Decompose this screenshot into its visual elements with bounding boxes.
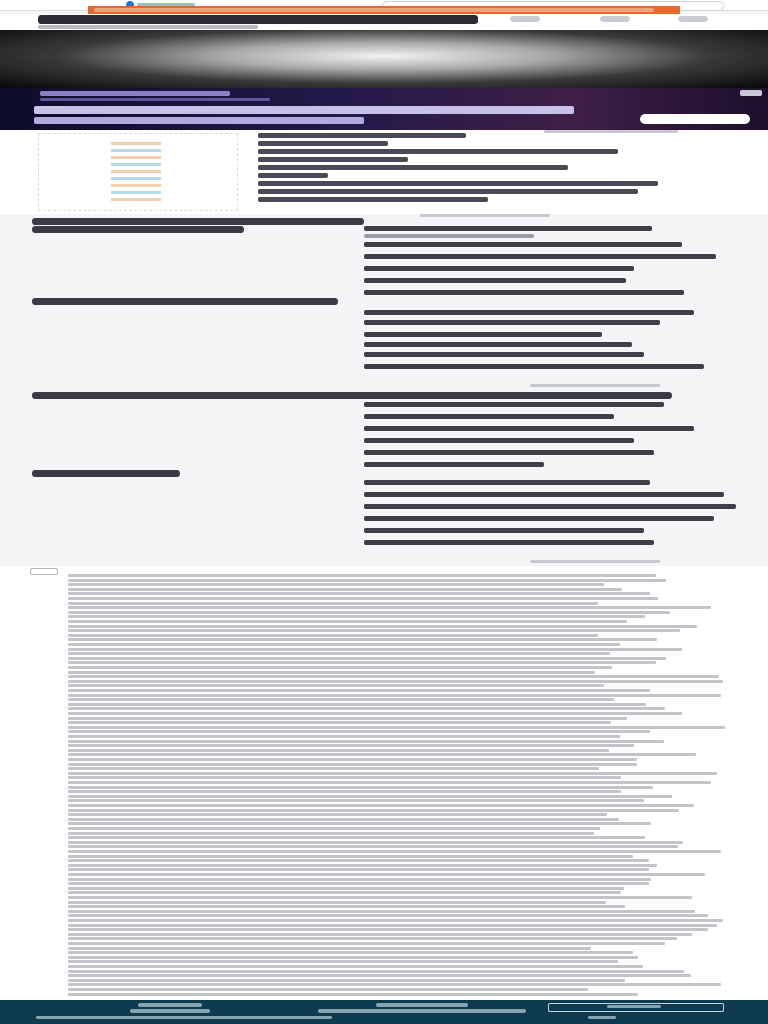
transcript-line xyxy=(68,726,725,729)
featured-item[interactable] xyxy=(364,528,644,533)
similar-item[interactable] xyxy=(364,438,634,443)
transcript-line xyxy=(68,910,695,913)
page-title xyxy=(38,15,478,24)
transcript-line xyxy=(68,882,649,885)
description-line xyxy=(258,141,388,146)
similar-item[interactable] xyxy=(364,450,654,455)
transcript-line xyxy=(68,753,696,756)
advertisement-label xyxy=(544,130,678,133)
section-heading-featured xyxy=(32,470,180,477)
transcript-line xyxy=(68,730,650,733)
featured-item[interactable] xyxy=(364,540,654,545)
description-line xyxy=(258,149,618,154)
transcript-line xyxy=(68,583,604,586)
ad-main-text-2 xyxy=(34,117,364,124)
transcript-line xyxy=(68,712,682,715)
transcript-line xyxy=(68,661,656,664)
description-line xyxy=(258,197,488,202)
featured-item[interactable] xyxy=(364,480,650,485)
page-meta xyxy=(38,25,258,29)
transcript-line xyxy=(68,822,651,825)
footer-link[interactable] xyxy=(376,1003,468,1007)
viewers-item[interactable] xyxy=(364,320,660,325)
viewers-item[interactable] xyxy=(364,310,694,315)
related-content-section xyxy=(0,214,768,566)
share-button[interactable] xyxy=(600,16,630,22)
transcript-line xyxy=(68,680,723,683)
slide-viewer[interactable] xyxy=(0,30,768,88)
slide-thumbnail-strip[interactable] xyxy=(38,133,238,211)
transcript-line xyxy=(68,684,604,687)
transcript-line xyxy=(68,611,670,614)
transcript-line xyxy=(68,772,717,775)
description-line xyxy=(258,133,466,138)
transcript-section xyxy=(0,566,768,1000)
transcript-line xyxy=(68,717,627,720)
promo-banner[interactable] xyxy=(88,6,680,14)
transcript-line xyxy=(68,629,680,632)
description-line xyxy=(258,181,658,186)
description-line xyxy=(258,189,638,194)
transcript-line xyxy=(68,740,664,743)
transcript-line xyxy=(68,588,622,591)
transcript-toggle[interactable] xyxy=(30,568,58,575)
transcript-line xyxy=(68,951,633,954)
transcript-line xyxy=(68,868,649,871)
transcript-line xyxy=(68,721,611,724)
advertisement-banner[interactable] xyxy=(0,88,768,130)
transcript-line xyxy=(68,891,621,894)
transcript-line xyxy=(68,606,711,609)
ad-close-button[interactable] xyxy=(740,90,762,96)
transcript-line xyxy=(68,809,679,812)
download-button[interactable] xyxy=(510,16,540,22)
transcript-line xyxy=(68,937,677,940)
promo-banner-text xyxy=(94,8,654,12)
transcript-line xyxy=(68,841,683,844)
transcript-line xyxy=(68,799,644,802)
transcript-line xyxy=(68,864,657,867)
ad-subline xyxy=(40,98,270,101)
footer-link[interactable] xyxy=(138,1003,202,1007)
transcript-line xyxy=(68,905,625,908)
related-item[interactable] xyxy=(364,226,652,231)
transcript-line xyxy=(68,919,723,922)
transcript-line xyxy=(68,574,656,577)
transcript-line xyxy=(68,707,665,710)
footer-copyright xyxy=(36,1016,332,1019)
related-item[interactable] xyxy=(364,278,626,283)
transcript-line xyxy=(68,597,658,600)
transcript-line xyxy=(68,602,598,605)
footer xyxy=(0,1000,768,1024)
transcript-line xyxy=(68,813,607,816)
description-line xyxy=(258,157,408,162)
related-item[interactable] xyxy=(364,242,682,247)
transcript-line xyxy=(68,988,588,991)
transcript-line xyxy=(68,675,719,678)
transcript-line xyxy=(68,832,594,835)
transcript-line xyxy=(68,763,637,766)
advertisement-label xyxy=(420,214,550,217)
language-select-value xyxy=(607,1005,661,1008)
similar-item[interactable] xyxy=(364,426,694,431)
transcript-line xyxy=(68,956,638,959)
transcript-line xyxy=(68,947,591,950)
transcript-line xyxy=(68,744,634,747)
viewers-item[interactable] xyxy=(364,364,704,369)
featured-item[interactable] xyxy=(364,516,714,521)
transcript-line xyxy=(68,845,678,848)
transcript-line xyxy=(68,689,650,692)
transcript-line xyxy=(68,983,721,986)
transcript-line xyxy=(68,836,645,839)
transcript-line xyxy=(68,698,614,701)
transcript-line xyxy=(68,928,708,931)
transcript-line xyxy=(68,643,620,646)
transcript-line xyxy=(68,965,643,968)
transcript-line xyxy=(68,804,694,807)
footer-link[interactable] xyxy=(318,1009,526,1013)
featured-item[interactable] xyxy=(364,492,724,497)
description-line xyxy=(258,173,328,178)
transcript-line xyxy=(68,634,598,637)
section-heading-viewers xyxy=(32,298,338,305)
transcript-line xyxy=(68,776,621,779)
ad-headline xyxy=(40,91,230,96)
footer-link[interactable] xyxy=(130,1009,210,1013)
transcript-line xyxy=(68,790,621,793)
description-section xyxy=(0,130,768,214)
transcript-line xyxy=(68,960,618,963)
transcript-line xyxy=(68,970,684,973)
transcript-line xyxy=(68,818,619,821)
section-heading-related xyxy=(32,218,364,225)
description-line xyxy=(258,165,568,170)
related-item[interactable] xyxy=(364,290,684,295)
transcript-line xyxy=(68,592,650,595)
transcript-line xyxy=(68,896,692,899)
advertisement-label xyxy=(530,384,660,387)
transcript-line xyxy=(68,749,609,752)
transcript-line xyxy=(68,767,599,770)
section-heading-similar xyxy=(32,392,672,399)
transcript-line xyxy=(68,652,610,655)
transcript-line xyxy=(68,638,657,641)
transcript-line xyxy=(68,781,711,784)
related-item[interactable] xyxy=(364,266,634,271)
similar-item[interactable] xyxy=(364,402,664,407)
transcript-line xyxy=(68,666,612,669)
social-icon[interactable] xyxy=(588,1016,616,1019)
transcript-line xyxy=(68,657,666,660)
transcript-line xyxy=(68,671,595,674)
transcript-line xyxy=(68,887,624,890)
viewers-item[interactable] xyxy=(364,342,632,347)
related-item[interactable] xyxy=(364,254,716,259)
transcript-line xyxy=(68,855,633,858)
transcript-line xyxy=(68,735,620,738)
transcript-line xyxy=(68,873,705,876)
transcript-line xyxy=(68,859,649,862)
viewers-item[interactable] xyxy=(364,352,644,357)
transcript-line xyxy=(68,703,646,706)
featured-item[interactable] xyxy=(364,504,736,509)
similar-item[interactable] xyxy=(364,414,614,419)
transcript-line xyxy=(68,648,682,651)
language-select[interactable] xyxy=(548,1003,724,1012)
similar-item[interactable] xyxy=(364,462,544,467)
transcript-line xyxy=(68,827,600,830)
transcript-line xyxy=(68,786,653,789)
title-actions xyxy=(510,16,710,22)
transcript-line xyxy=(68,924,717,927)
transcript-line xyxy=(68,979,625,982)
section-subheading-related xyxy=(32,226,244,233)
transcript-line xyxy=(68,933,692,936)
transcript-line xyxy=(68,795,672,798)
slide-thumbnail[interactable] xyxy=(111,142,161,204)
ad-cta-button[interactable] xyxy=(640,114,750,124)
transcript-line xyxy=(68,993,638,996)
transcript-line xyxy=(68,625,697,628)
transcript-line xyxy=(68,694,721,697)
transcript-line xyxy=(68,914,708,917)
transcript-line xyxy=(68,974,691,977)
transcript-line xyxy=(68,942,665,945)
more-options-button[interactable] xyxy=(678,16,708,22)
transcript-line xyxy=(68,620,627,623)
transcript-line xyxy=(68,878,651,881)
transcript-line xyxy=(68,579,666,582)
ad-main-text xyxy=(34,106,574,114)
transcript-line xyxy=(68,901,606,904)
transcript-line xyxy=(68,615,645,618)
transcript-line xyxy=(68,850,721,853)
viewers-item[interactable] xyxy=(364,332,602,337)
transcript-line xyxy=(68,758,637,761)
page-title-bar xyxy=(0,14,768,30)
related-item-meta xyxy=(364,234,534,238)
advertisement-label xyxy=(530,560,660,563)
